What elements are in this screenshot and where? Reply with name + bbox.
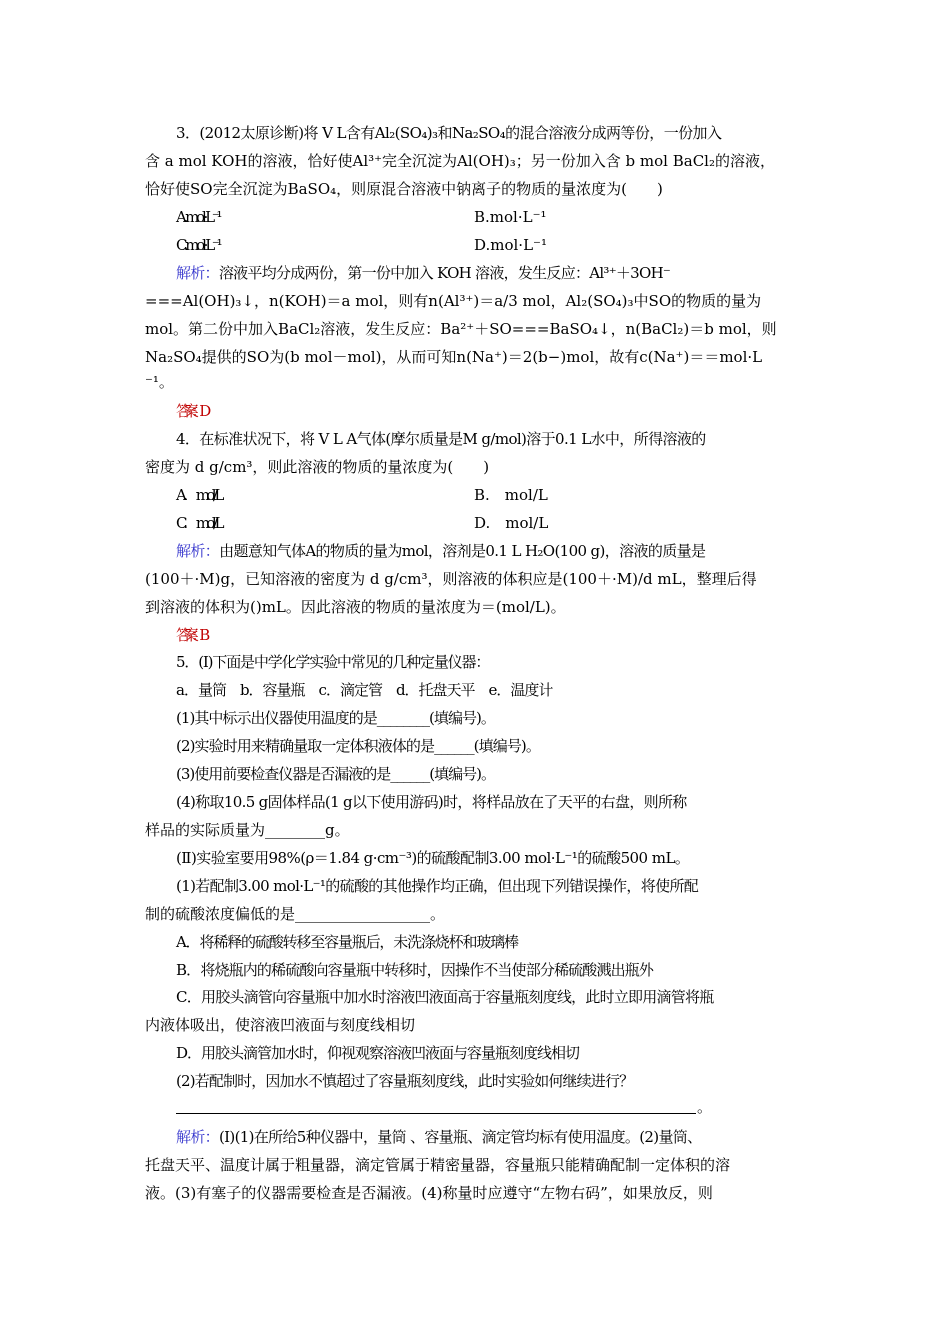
q4-option-a: A. mol/L — [176, 486, 221, 504]
answer-blank-period: 。 — [697, 1098, 713, 1116]
q5-part2-q1-line-2: 制的硫酸浓度偏低的是__________________。 — [145, 905, 446, 923]
q3-analysis-line-3: mol。第二份中加入BaCl₂溶液，发生反应：Ba²⁺＋SO===BaSO₄↓，n(BaCl₂)＝b mol，则 — [145, 320, 777, 338]
q5-part1-q4-line-2: 样品的实际质量为________g。 — [145, 821, 350, 839]
q4-analysis-text: 由题意知气体A的物质的量为mol，溶剂是0.1 L H₂O(100 g)，溶液的质量是 — [219, 542, 706, 560]
q5-part2-stem: (Ⅱ)实验室要用98%(ρ＝1.84 g·cm⁻³)的硫酸配制3.00 mol·L⁻¹的硫酸500 mL。 — [176, 849, 690, 867]
q5-instrument-list: a．量筒 b．容量瓶 c．滴定管 d．托盘天平 e．温度计 — [176, 681, 553, 699]
q5-analysis-line-1 — [176, 1127, 841, 1147]
q3-stem-line-1: 3．(2012太原诊断)将 V L含有Al₂(SO₄)₃和Na₂SO₄的混合溶液分成两等份，一份加入 — [176, 124, 722, 142]
q4-stem-line-1: 4．在标准状况下，将 V L A气体(摩尔质量是M g/mol)溶于0.1 L水中，所得溶液的 — [176, 430, 706, 448]
q5-part2-q1-line-1: (1)若配制3.00 mol·L⁻¹的硫酸的其他操作均正确，但出现下列错误操作，将使所配 — [176, 877, 699, 895]
q3-analysis-line-1 — [176, 263, 841, 283]
q4-option-d: D. mol/L — [474, 514, 549, 532]
q3-analysis-text: 溶液平均分成两份，第一份中加入 KOH 溶液，发生反应：Al³⁺＋3OH⁻ — [218, 264, 671, 282]
q5-choice-c-line-1: C．用胶头滴管向容量瓶中加水时溶液凹液面高于容量瓶刻度线，此时立即用滴管将瓶 — [176, 988, 714, 1006]
q4-analysis-line-2: (100＋·M)g，已知溶液的密度为 d g/cm³，则溶液的体积应是(100＋·M)/d mL，整理后得 — [145, 570, 757, 588]
q3-analysis-label: 解析： — [176, 264, 219, 282]
q3-analysis-line-5: ⁻¹。 — [145, 373, 174, 391]
q5-analysis-text: (Ⅰ)(1)在所给5种仪器中，量筒 、容量瓶、滴定管均标有使用温度。(2)量筒、 — [218, 1128, 702, 1146]
q5-choice-d: D．用胶头滴管加水时，仰视观察溶液凹液面与容量瓶刻度线相切 — [176, 1044, 580, 1062]
q5-analysis-line-2: 托盘天平、温度计属于粗量器，滴定管属于精密量器，容量瓶只能精确配制一定体积的溶 — [145, 1156, 731, 1174]
q5-part1-q1: (1)其中标示出仪器使用温度的是________(填编号)。 — [176, 709, 495, 727]
q5-part1-q2: (2)实验时用来精确量取一定体积液体的是______(填编号)。 — [176, 737, 540, 755]
q4-analysis-label: 解析： — [176, 542, 220, 560]
q3-option-a: A.mol·L⁻¹ — [176, 208, 220, 226]
q4-option-b: B. mol/L — [474, 486, 548, 504]
q3-option-d: D.mol·L⁻¹ — [474, 236, 547, 254]
q4-analysis-line-3: 到溶液的体积为()mL。因此溶液的物质的量浓度为＝(mol/L)。 — [145, 598, 566, 616]
q5-choice-a: A．将稀释的硫酸转移至容量瓶后，未洗涤烧杯和玻璃棒 — [176, 933, 518, 951]
q3-option-c: C.mol·L⁻¹ — [176, 236, 220, 254]
q5-part1-q4-line-1: (4)称取10.5 g固体样品(1 g以下使用游码)时，将样品放在了天平的右盘，则所称 — [176, 793, 687, 811]
q5-analysis-line-3: 液。(3)有塞子的仪器需要检查是否漏液。(4)称量时应遵守“左物右码”，如果放反，则 — [145, 1184, 713, 1202]
answer-blank-line — [176, 1113, 696, 1114]
q3-answer: 答案：D — [176, 402, 205, 420]
q5-choice-b: B．将烧瓶内的稀硫酸向容量瓶中转移时，因操作不当使部分稀硫酸溅出瓶外 — [176, 961, 654, 979]
q3-analysis-line-2: ===Al(OH)₃↓，n(KOH)＝a mol，则有n(Al³⁺)＝a/3 mol，Al₂(SO₄)₃中SO的物质的量为 — [145, 292, 762, 310]
q4-stem-line-2: 密度为 d g/cm³，则此溶液的物质的量浓度为( ) — [145, 458, 490, 476]
q4-answer: 答案：B — [176, 626, 204, 644]
q4-option-c: C. mol/L — [176, 514, 221, 532]
q5-part1-q3: (3)使用前要检查仪器是否漏液的是______(填编号)。 — [176, 765, 495, 783]
q3-stem-line-2: 含 a mol KOH的溶液，恰好使Al³⁺完全沉淀为Al(OH)₃；另一份加入含 b mol BaCl₂的溶液， — [145, 152, 775, 170]
q3-analysis-line-4: Na₂SO₄提供的SO为(b mol－mol)，从而可知n(Na⁺)＝2(b−)mol，故有c(Na⁺)＝＝mol·L — [145, 348, 763, 366]
q3-stem-line-3: 恰好使SO完全沉淀为BaSO₄，则原混合溶液中钠离子的物质的量浓度为( ) — [145, 180, 663, 198]
q5-analysis-label: 解析： — [176, 1128, 219, 1146]
q5-part2-q2: (2)若配制时，因加水不慎超过了容量瓶刻度线，此时实验如何继续进行？ — [176, 1072, 634, 1090]
q5-stem-line-1: 5．(Ⅰ)下面是中学化学实验中常见的几种定量仪器： — [176, 653, 490, 671]
q5-choice-c-line-2: 内液体吸出，使溶液凹液面与刻度线相切 — [145, 1016, 416, 1034]
q3-option-b: B.mol·L⁻¹ — [474, 208, 547, 226]
q4-analysis-line-1 — [176, 541, 841, 561]
